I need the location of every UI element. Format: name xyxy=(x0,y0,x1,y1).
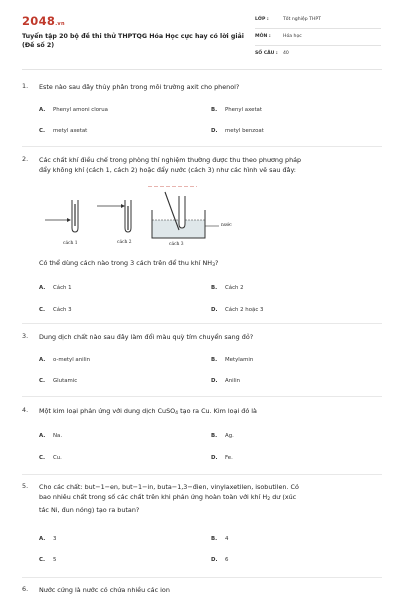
option-letter: D. xyxy=(211,307,218,313)
option-text: Phenyl amoni clorua xyxy=(53,107,108,113)
divider xyxy=(22,474,382,475)
option-d[interactable] xyxy=(211,128,264,134)
option-b[interactable] xyxy=(211,536,228,542)
divider xyxy=(22,323,382,324)
subscript: 4 xyxy=(175,411,179,416)
option-a[interactable] xyxy=(39,433,62,439)
logo-text: 2048 xyxy=(22,14,56,28)
option-text: 3 xyxy=(53,536,57,542)
question-text-part: bao nhiêu chất trong số các chất trên khi phản ứng hoàn toàn với khí H xyxy=(39,493,268,501)
option-text: metyl benzoat xyxy=(225,128,264,134)
question-text-part: Một kim loại phản ứng với dung dịch CuSO xyxy=(39,407,176,415)
option-text: o-metyl anilin xyxy=(53,357,91,363)
option-text: Cách 3 xyxy=(53,307,72,313)
question-text-line: tác Ni, đun nóng) tạo ra butan? xyxy=(39,506,140,514)
option-text: 6 xyxy=(225,557,229,563)
figure-label-method-1: cách 1 xyxy=(63,241,78,246)
option-letter: C. xyxy=(39,455,46,461)
followup-text-end: ? xyxy=(215,259,219,267)
option-text: Fe. xyxy=(225,455,233,461)
question-text: Dung dịch chất nào sau đây làm đổi màu quỳ tím chuyển sang đỏ? xyxy=(39,333,254,341)
option-a[interactable] xyxy=(39,107,108,113)
exam-meta xyxy=(255,14,381,64)
option-d[interactable] xyxy=(211,378,240,384)
figure-label-water: nước xyxy=(221,223,232,228)
question-number: 3. xyxy=(22,332,29,340)
option-letter: B. xyxy=(211,285,218,291)
question-number: 6. xyxy=(22,585,29,593)
option-text: metyl axetat xyxy=(53,128,88,134)
option-c[interactable] xyxy=(39,455,62,461)
question-text-line: Các chất khí điều chế trong phòng thí nghiệm thường được thu theo phương pháp xyxy=(39,156,302,164)
option-a[interactable] xyxy=(39,536,56,542)
divider xyxy=(22,146,382,147)
question-text-part: tạo ra Cu. Kim loại đó là xyxy=(178,407,257,415)
option-letter: A. xyxy=(39,536,46,542)
question-3 xyxy=(22,332,378,392)
meta-value: Hóa học xyxy=(283,34,302,39)
option-text: 4 xyxy=(225,536,229,542)
question-6 xyxy=(22,585,378,597)
meta-label: LỚP : xyxy=(255,17,269,22)
option-text: Anilin xyxy=(225,378,241,384)
meta-label: MÔN : xyxy=(255,34,271,39)
option-letter: A. xyxy=(39,357,46,363)
option-letter: B. xyxy=(211,536,218,542)
option-text: Ag. xyxy=(225,433,234,439)
meta-row-subject xyxy=(255,31,381,46)
question-text xyxy=(39,155,376,175)
figure-label-method-3: cách 3 xyxy=(169,242,184,247)
gas-collection-figure xyxy=(45,186,245,250)
meta-label: SỐ CÂU : xyxy=(255,51,278,56)
option-b[interactable] xyxy=(211,357,253,363)
question-followup-text xyxy=(39,258,376,271)
question-2-followup xyxy=(22,258,378,328)
option-letter: A. xyxy=(39,285,46,291)
option-d[interactable] xyxy=(211,455,233,461)
subscript: 3 xyxy=(212,263,216,268)
option-text: Cu. xyxy=(53,455,62,461)
option-text: Phenyl axetat xyxy=(225,107,262,113)
option-a[interactable] xyxy=(39,285,72,291)
option-b[interactable] xyxy=(211,433,234,439)
option-letter: C. xyxy=(39,378,46,384)
option-c[interactable] xyxy=(39,128,87,134)
option-text: Cách 2 hoặc 3 xyxy=(225,307,264,313)
option-a[interactable] xyxy=(39,357,90,363)
meta-value: Tốt nghiệp THPT xyxy=(283,17,321,22)
option-c[interactable] xyxy=(39,378,77,384)
divider xyxy=(22,577,382,578)
method-1-apparatus xyxy=(45,200,78,232)
question-number: 1. xyxy=(22,82,29,90)
question-1 xyxy=(22,82,378,142)
option-letter: D. xyxy=(211,128,218,134)
divider xyxy=(22,396,382,397)
option-letter: D. xyxy=(211,378,218,384)
method-2-apparatus xyxy=(97,200,131,232)
option-text: 5 xyxy=(53,557,57,563)
subscript: 2 xyxy=(267,497,271,502)
option-c[interactable] xyxy=(39,307,72,313)
question-text-line: đẩy không khí (cách 1, cách 2) hoặc đẩy nước (cách 3) như các hình vẽ sau đây: xyxy=(39,166,296,174)
option-c[interactable] xyxy=(39,557,56,563)
question-text xyxy=(39,406,376,419)
question-text-line xyxy=(39,492,376,505)
exam-title: Tuyển tập 20 bộ đề thi thử THPTQG Hóa Học cực hay có lời giải (Đề số 2) xyxy=(22,33,244,49)
meta-row-count xyxy=(255,48,381,62)
figure-label-method-2: cách 2 xyxy=(117,240,132,245)
header-divider xyxy=(22,69,382,70)
option-text: Cách 1 xyxy=(53,285,72,291)
meta-value: 40 xyxy=(283,51,289,56)
header xyxy=(0,0,400,66)
question-number: 4. xyxy=(22,406,29,414)
option-letter: D. xyxy=(211,455,218,461)
question-text-part: dư (xúc xyxy=(270,493,297,501)
option-b[interactable] xyxy=(211,285,244,291)
logo-suffix: .vn xyxy=(55,21,65,27)
option-letter: A. xyxy=(39,433,46,439)
option-letter: C. xyxy=(39,557,46,563)
method-3-apparatus xyxy=(148,186,219,238)
option-letter: D. xyxy=(211,557,218,563)
question-5 xyxy=(22,482,378,572)
question-number: 2. xyxy=(22,155,29,163)
option-letter: C. xyxy=(39,307,46,313)
question-text-line: Cho các chất: but−1−en, but−1−in, buta−1,3−đien, vinylaxetilen, isobutilen. Có xyxy=(39,483,299,491)
question-4 xyxy=(22,406,378,468)
option-text: Na. xyxy=(53,433,63,439)
option-d[interactable] xyxy=(211,557,228,563)
meta-row-class xyxy=(255,14,381,29)
option-text: Glutamic xyxy=(53,378,78,384)
option-letter: C. xyxy=(39,128,46,134)
option-letter: B. xyxy=(211,107,218,113)
option-letter: B. xyxy=(211,357,218,363)
option-letter: B. xyxy=(211,433,218,439)
option-text: Cách 2 xyxy=(225,285,244,291)
site-logo[interactable] xyxy=(22,14,65,28)
option-b[interactable] xyxy=(211,107,262,113)
option-letter: A. xyxy=(39,107,46,113)
question-text xyxy=(39,482,376,515)
question-text: Nước cứng là nước có chứa nhiều các ion xyxy=(39,586,170,594)
option-text: Metylamin xyxy=(225,357,254,363)
option-d[interactable] xyxy=(211,307,263,313)
question-text: Este nào sau đây thủy phân trong môi trường axit cho phenol? xyxy=(39,83,240,91)
followup-text: Có thể dùng cách nào trong 3 cách trên để thu khí NH xyxy=(39,259,213,267)
question-number: 5. xyxy=(22,482,29,490)
